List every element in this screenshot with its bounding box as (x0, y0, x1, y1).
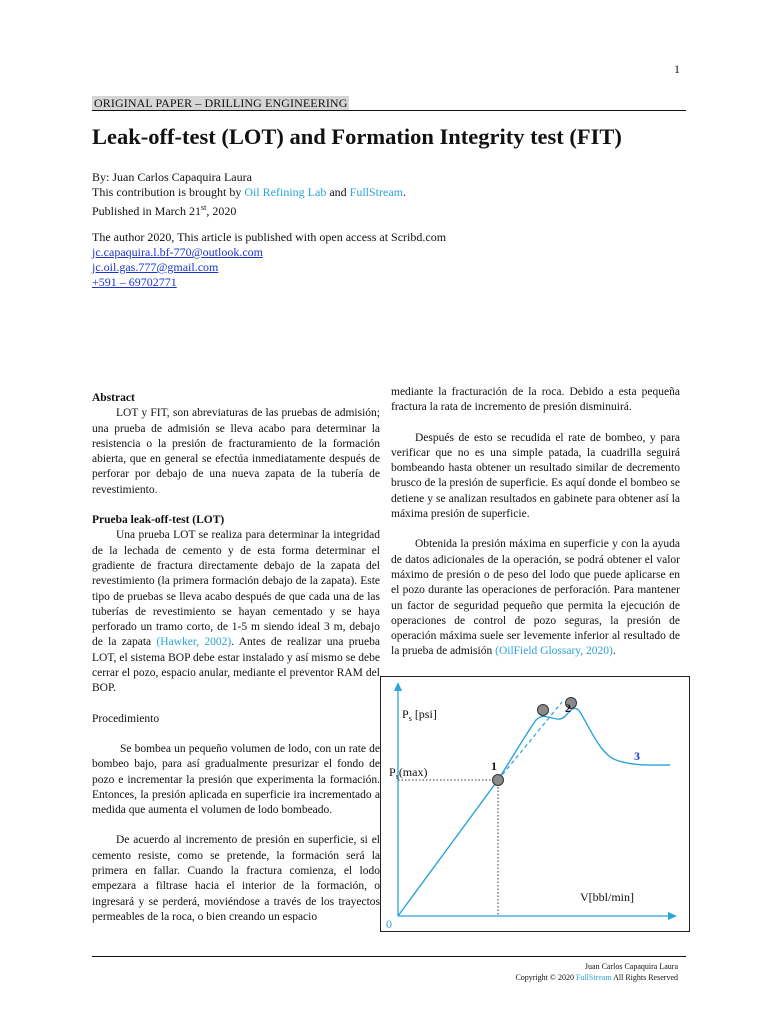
x-axis-label: V[bbl/min] (580, 890, 634, 904)
lot-text-part1: Una prueba LOT se realiza para determinar la integridad de la lechada de cemento y de esta forma determinar el gradiente de fractura directamente debajo de la zapata del revestimiento (la primera formación debajo de la zapata). Este tipo de pruebas se lleva acabo después de que cada una de las tuberías de revestimiento se hayan cementado y se haya perforado un tramo corto, de 1-5 m siendo ideal 3 m, debajo de la zapata (92, 529, 380, 649)
footer-brand-link[interactable]: FullStream (575, 973, 612, 982)
copyright-suffix: All Rights Reserved (611, 973, 678, 982)
oil-refining-lab-link[interactable]: Oil Refining Lab (244, 185, 327, 199)
contact-email-2[interactable] (92, 260, 218, 275)
leak-off-point-marker (493, 775, 504, 786)
y-axis-arrow (394, 682, 402, 691)
page-number: 1 (674, 62, 680, 76)
lot-pressure-diagram (380, 676, 690, 932)
extrapolation-line (498, 702, 562, 780)
section-kicker: ORIGINAL PAPER – DRILLING ENGINEERING (94, 96, 348, 110)
footer-rule (92, 956, 686, 957)
phone-link[interactable]: +591 – 69702771 (92, 275, 177, 289)
procedimiento-heading: Procedimiento (92, 712, 160, 725)
y-axis-label: $P_s$ [psi] (402, 707, 437, 723)
point-label-1: 1 (491, 759, 497, 773)
point-label-3: 3 (634, 749, 640, 763)
abstract-heading: Abstract (92, 392, 135, 404)
oilfield-glossary-citation[interactable]: (OilField Glossary, 2020) (495, 645, 613, 658)
procedimiento-p2: De acuerdo al incremento de presión en superficie, si el cemento resiste, como se pretende, la formación será la primera en fallar. Cuando la fractura comienza, el lodo empezara a filtrase hacia el interior de la formación, o ingresará y se perderá, moviéndose a través de los trayectos permeables de la roca, o bien creando un espacio (92, 834, 380, 923)
lot-text-part2: . Antes de realizar una prueba LOT, el sistema BOP debe estar instalado y así mismo se debe cerrar el pozo, espacio anular, mediante el preventor RAM del BOP. (92, 636, 380, 695)
published-prefix: Published in March 21 (92, 204, 201, 218)
contact-email-1[interactable] (92, 245, 263, 260)
abstract-text: LOT y FIT, son abreviaturas de las pruebas de admisión; una prueba de admisión se lleva acabo para determinar la resistencia o la presión de fracturamiento de la formación abierta, que en general se efectúa inmediatamente después de perforar por debajo de una nueva zapata de la tubería de revestimiento. (92, 407, 380, 496)
hawker-citation[interactable]: (Hawker, 2002) (156, 636, 232, 649)
pmax-label: $P_s(\max)$ (389, 765, 428, 781)
header-rule (92, 110, 686, 111)
point-label-2: 2 (565, 701, 571, 715)
email-link-2[interactable]: jc.oil.gas.777@gmail.com (92, 260, 219, 274)
left-column (92, 391, 380, 925)
col2-p3 (391, 537, 680, 659)
right-column (391, 385, 680, 660)
lot-text (92, 528, 380, 696)
breakdown-marker-a (538, 705, 549, 716)
byline: By: Juan Carlos Capaquira Laura (92, 170, 252, 184)
col2-p1: mediante la fracturación de la roca. Debido a esta pequeña fractura la rata de incremento de presión disminuirá. (391, 386, 680, 414)
pressure-curve (398, 708, 670, 916)
origin-label: 0 (386, 917, 392, 931)
email-link-1[interactable]: jc.capaquira.l.bf-770@outlook.com (92, 245, 263, 259)
footer-author: Juan Carlos Capaquira Laura (584, 962, 678, 971)
contact-phone[interactable] (92, 275, 177, 290)
contribution-and: and (326, 185, 350, 199)
fullstream-link[interactable]: FullStream (349, 185, 403, 199)
footer-copyright (515, 973, 678, 982)
contribution-prefix: This contribution is brought by (92, 185, 245, 199)
x-axis-arrow (668, 912, 677, 920)
lot-heading: Prueba leak-off-test (LOT) (92, 514, 225, 527)
col2-p3-text: Obtenida la presión máxima en superficie y con la ayuda de datos adicionales de la operación, se podrá obtener el valor máximo de presión o de peso del lodo que puede aplicarse en el pozo durante las operaciones de perforación. Para mantener un factor de seguridad pequeño que permita la ejecución de operaciones de control de pozo seguras, la presión de operación máxima suele ser levemente inferior al resultado de la prueba de admisión (391, 538, 680, 658)
published-sup: st (201, 203, 207, 212)
col2-p3-end: . (612, 645, 616, 658)
paper-title: Leak-off-test (LOT) and Formation Integrity test (FIT) (92, 124, 622, 149)
contribution-suffix: . (402, 185, 406, 199)
published-date (92, 200, 236, 219)
col2-p2: Después de esto se recudida el rate de bombeo, y para verificar que no es una simple patada, la cuadrilla seguirá bombeando hasta obtener un resultado similar de decremento brusco de la presión de superficie. Es aquí donde el bombeo se detiene y se analizan resultados en gabinete para obtener así la máxima presión de superficie. (391, 431, 680, 521)
contribution-line (92, 185, 406, 200)
published-suffix: , 2020 (206, 204, 237, 218)
license-statement: The author 2020, This article is published with open access at Scribd.com (92, 230, 447, 244)
copyright-prefix: Copyright © 2020 (515, 973, 576, 982)
procedimiento-p1: Se bombea un pequeño volumen de lodo, con un rate de bombeo bajo, para así gradualmente presurizar el fondo de pozo e incrementar la presión que experimenta la formación. Entonces, la presión aplicada en superficie ira incrementado a medida que aumenta el volumen de lodo bombeado. (92, 742, 380, 817)
